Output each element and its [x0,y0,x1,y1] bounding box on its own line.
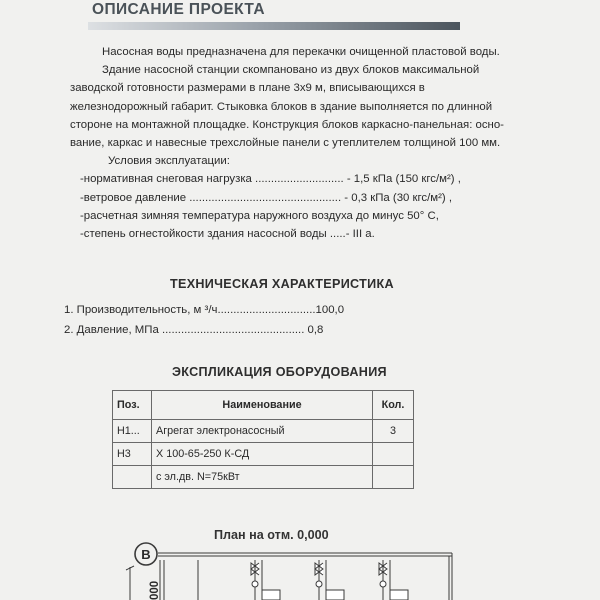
equipment-table [112,390,414,489]
column-header-qty: Кол. [373,391,414,420]
cell-qty: 3 [373,420,414,443]
pump-unit [251,560,280,600]
column-header-pos: Поз. [113,391,152,420]
condition-item: -расчетная зимняя температура наружного воздуха до минус 50° С, [80,209,439,222]
description-line: стороне на монтажной площадке. Конструкция блоков каркасно-панельная: осно- [70,118,504,131]
cell-name: с эл.дв. N=75кВт [152,466,373,489]
description-line: заводской готовности размерами в плане 3х9 м, вписывающихся в [70,82,425,95]
dimension-label: 000 [149,580,161,600]
tech-title: ТЕХНИЧЕСКАЯ ХАРАКТЕРИСТИКА [170,277,394,291]
spec-item: 1. Производительность, м ³/ч...............................100,0 [64,304,345,316]
header-gradient-bar [88,22,460,30]
axis-label: В [141,547,151,562]
cell-name: Агрегат электронасосный [152,420,373,443]
pump-unit [379,560,408,600]
description-line: железнодорожный габарит. Стыковка блоков в здание выполняется по длинной [70,100,493,113]
description-line: Здание насосной станции скомпановано из двух блоков максимальной [102,64,480,77]
equipment-title: ЭКСПЛИКАЦИЯ ОБОРУДОВАНИЯ [172,365,387,379]
project-description [70,43,540,243]
description-line: вание, каркас и навесные трехслойные панели с утеплителем толщиной 100 мм. [70,137,501,150]
section-header [88,0,460,36]
cell-pos: Н1... [113,420,152,443]
condition-item: -степень огнестойкости здания насосной воды .....- III а. [80,228,375,241]
cell-pos [113,466,152,489]
table-header-row [113,391,414,420]
pump-unit [315,560,344,600]
cell-qty [373,466,414,489]
table-row [113,466,414,489]
cell-qty [373,443,414,466]
cell-name: Х 100-65-250 К-СД [152,443,373,466]
condition-item: -ветровое давление ................................................ - 0,3 кПа (30 кгс/м²) , [80,191,453,204]
column-header-name: Наименование [152,391,373,420]
tech-specs [64,301,344,340]
spec-item: 2. Давление, МПа ............................................. 0,8 [64,323,324,336]
description-line: Насосная воды предназначена для перекачки очищенной пластовой воды. [102,46,500,58]
cell-pos: Н3 [113,443,152,466]
condition-item: -нормативная снеговая нагрузка ............................ - 1,5 кПа (150 кгс/м²) , [80,173,461,186]
section-title: ОПИСАНИЕ ПРОЕКТА [92,1,265,18]
table-row [113,420,414,443]
conditions-title: Условия эксплуатации: [108,155,230,168]
plan-title: План на отм. 0,000 [214,528,329,542]
table-row [113,443,414,466]
floor-plan-drawing [0,530,600,600]
